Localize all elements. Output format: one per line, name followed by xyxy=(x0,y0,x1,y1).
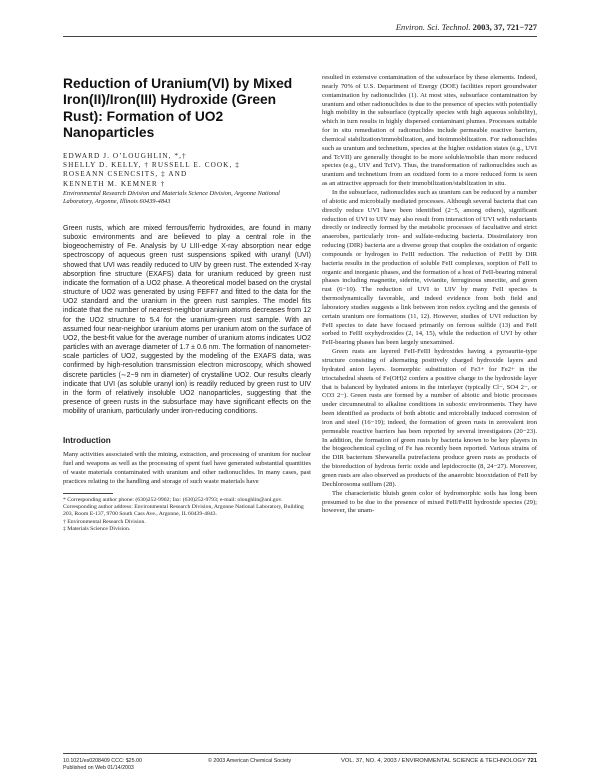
author-affiliation: Environmental Research Division and Materials Science Division, Argonne National Laboratory, Argonne, Illinois 60439-4843 xyxy=(63,189,280,206)
author-line: ROSEANN CSENCSITS, ‡ AND xyxy=(63,170,188,179)
footer-doi: 10.1021/es0208409 CCC: $25.00 xyxy=(63,758,142,764)
article-title: Reduction of Uranium(VI) by Mixed Iron(II)/Iron(III) Hydroxide (Green Rust): Formation of UO2 Nanoparticles xyxy=(63,76,293,141)
journal-header xyxy=(396,22,537,32)
footer-rule xyxy=(63,753,537,754)
footer-issue: VOL. 37, NO. 4, 2003 / ENVIRONMENTAL SCIENCE & TECHNOLOGY xyxy=(341,758,526,764)
author-line: EDWARD J. O’LOUGHLIN, *,† xyxy=(63,151,187,160)
body-paragraph: resulted in extensive contamination of the subsurface by these elements. Indeed, nearly 70% of U.S. Department of Energy (DOE) facilities report groundwater contamination by radionuclides (1). At most sites, subsurface contamination by uranium and other radionuclides is due to the presence of species with potentially high mobility in the subsurface (typically species with high aqueous solubility), which in turn results in highly dispersed contaminant plumes. Processes suitable for in situ remediation of radionuclides include permeable reactive barriers, chemical stabilization/immobilization, and bioimmobilization. For radionuclides such as uranium and technetium, species at the higher oxidation states (e.g., UVI and TcVII) are generally thought to be more soluble/mobile than more reduced species (e.g., UIV and TcIV). Thus, the transformation of radionuclides such as uranium and technetium from an oxidized form to a more reduced form is seen as an attractive approach for their immobilization/stabilization in situ. xyxy=(322,74,537,188)
footer-published: Published on Web 01/14/2003 xyxy=(63,764,134,771)
journal-name: Environ. Sci. Technol. xyxy=(395,22,471,32)
page-number: 721 xyxy=(527,758,537,764)
footnote-affiliation-1: † Environmental Research Division. xyxy=(63,518,146,525)
journal-citation: 2003, 37, 721−727 xyxy=(472,22,537,32)
left-column xyxy=(63,68,311,534)
footer-issue-block xyxy=(341,758,537,765)
author-list xyxy=(63,152,311,189)
footer-doi-block xyxy=(63,758,142,771)
footnote-affiliation-2: ‡ Materials Science Division. xyxy=(63,526,131,533)
footnote-corresponding: * Corresponding author phone: (630)252-9902; fax: (630)252-9793; e-mail: oloughlin@anl.gov. Corresponding author address: Environmental Research Division, Argonne National Laboratory, Building 203, Room E-137, 9700 South Cass Ave., Argonne, IL 60439-4843. xyxy=(63,496,304,518)
header-rule xyxy=(63,36,537,37)
section-heading-introduction: Introduction xyxy=(63,436,111,446)
author-line: SHELLY D. KELLY, † RUSSELL E. COOK, ‡ xyxy=(63,160,240,169)
intro-paragraph: Many activities associated with the mining, extraction, and processing of uranium for nuclear fuel and weapons as well as the processing of spent fuel have generated substantial quantities of waste materials contaminated with uranium and other radionuclides. In many cases, past practices relating to the handling and storage of such waste materials have xyxy=(63,451,311,485)
body-paragraph: Green rusts are layered FeII-FeIII hydroxides having a pyroaurite-type structure consisting of alternating positively charged hydroxide layers and hydrated anion layers. Isomorphic substitution of Fe3+ for Fe2+ in the trioctahedral sheets of Fe(OH)2 confers a positive charge to the hydroxide layer that is balanced by hydrated anions in the interlayer (typically Cl−, SO4 2−, or CO3 2−). Green rusts are formed by a number of abiotic and biotic processes under circumneutral to alkaline conditions in suboxic environments. They have been identified as products of both abiotic and microbially induced corrosion of iron and steel (16−19); indeed, the formation of green rusts in zerovalent iron permeable reactive barriers has been reported by several investigators (20−23). In addition, the formation of green rusts by bacteria known to be key players in the biogeochemical cycling of Fe has recently been reported. Various strains of the DIR bacterium Shewanella putrefaciens produce green rusts as products of the bioreduction of hydrous ferric oxide and lepidocrocite (8, 24−27). Moreover, green rusts are also observed as products of the anaerobic biooxidation of FeII by Dechlorosoma suillum (28). xyxy=(322,348,537,488)
right-column xyxy=(322,74,537,516)
body-paragraph: In the subsurface, radionuclides such as uranium can be reduced by a number of abiotic and microbially mediated processes. Although several bacteria that can directly reduce UVI have been identified (2−5, among others), significant reduction of UVI to UIV may also result from interaction of UVI with reductants directly or indirectly formed by the metabolic processes of facultative and strict anaerobes, particularly iron- and sulfate-reducing bacteria. Dissimilatory iron reducing (DIR) bacteria are a diverse group that couples the oxidation of organic compounds or hydrogen to FeIII reduction. The reduction of FeIII by DIR bacteria results in the production of soluble FeII complexes, sorption of FeII to organic and inorganic phases, and the formation of a host of FeII-bearing mineral phases including magnetite, siderite, vivianite, ferruginous smectite, and green rust (6−10). The reduction of UVI to UIV by many FeII species is thermodynamically favorable, and indeed evidence from both field and laboratory studies suggests a link between iron redox cycling and the genesis of certain uranium ore formations (11, 12). However, studies of UVI reduction by FeII species to date have focused primarily on ferrous sulfide (13) and FeII sorbed to FeIII oxyhydroxides (2, 14, 15), while the reduction of UVI by other FeII-bearing phases has been largely unexamined. xyxy=(322,188,537,347)
footer-copyright: © 2003 American Chemical Society xyxy=(208,758,292,764)
author-line: KENNETH M. KEMNER † xyxy=(63,179,166,188)
body-paragraph: The characteristic bluish green color of hydromorphic soils has long been presumed to be due to the presence of mixed FeII/FeIII hydroxide species (29); however, the unam- xyxy=(322,489,537,515)
footnote-rule xyxy=(63,493,113,494)
abstract: Green rusts, which are mixed ferrous/ferric hydroxides, are found in many suboxic environments and are believed to play a central role in the biogeochemistry of Fe. Analysis by U LIII-edge X-ray absorption near edge spectroscopy of aqueous green rust suspensions spiked with uranyl (UVI) showed that UVI was readily reduced to UIV by green rust. The extended X-ray absorption fine structure (EXAFS) data for uranium reduced by green rust indicate the formation of a UO2 phase. A theoretical model based on the crystal structure of UO2 was generated by using FEFF7 and fitted to the data for the UO2 standard and the uranium in the green rust samples. The model fits indicate that the number of nearest-neighbor uranium atoms decreases from 12 for the UO2 structure to 5.4 for the uranium-green rust sample. With an assumed four near-neighbor uranium atoms per uranium atom on the surface of UO2, the best-fit value for the average number of uranium atoms indicates UO2 particles with an average diameter of 1.7 ± 0.6 nm. The formation of nanometer-scale particles of UO2, suggested by the modeling of the EXAFS data, was confirmed by high-resolution transmission electron microscopy, which showed discrete particles (∼2−9 nm in diameter) of crystalline UO2. Our results clearly indicate that UVI (as soluble uranyl ion) is readily reduced by green rust to UIV in the form of relatively insoluble UO2 nanoparticles, suggesting that the presence of green rusts in the subsurface may have significant effects on the mobility of uranium, particularly under iron-reducing conditions. xyxy=(63,225,311,416)
